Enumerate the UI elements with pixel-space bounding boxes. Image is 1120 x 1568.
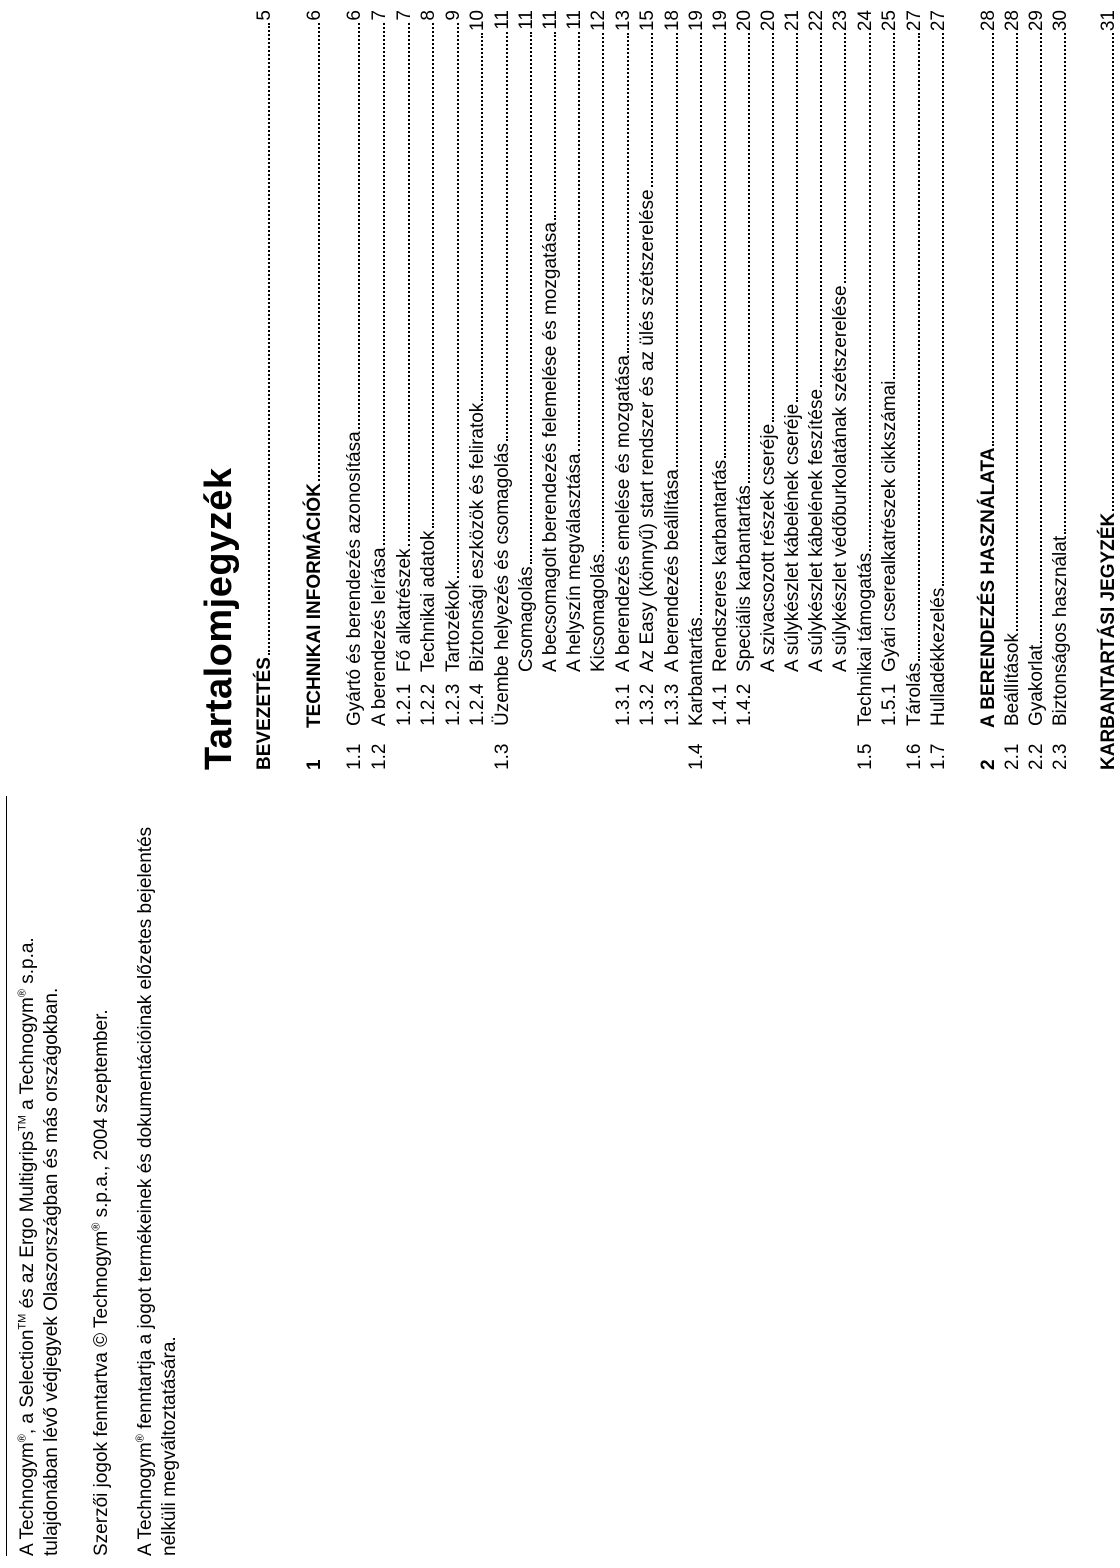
- toc-entry-title: Technikai támogatás: [855, 552, 876, 726]
- toc-entry[interactable]: [492, 10, 514, 770]
- toc-entry-page: 23: [830, 10, 851, 32]
- dot-leader: [723, 33, 726, 458]
- toc-entry-title: Csomagolás: [516, 566, 537, 672]
- toc-entry-page: 28: [978, 10, 999, 32]
- toc-entry[interactable]: [418, 10, 440, 770]
- toc-entry-page: 15: [637, 10, 658, 32]
- toc-entry[interactable]: [540, 10, 562, 770]
- legal-notices: [0, 826, 960, 1556]
- toc-entry-page: 19: [710, 10, 731, 32]
- dot-leader: [747, 33, 750, 483]
- toc-entry[interactable]: [394, 10, 416, 770]
- toc-entry-title: BEVEZETÉS: [254, 657, 275, 770]
- top-rule: [6, 796, 7, 1556]
- rights-reserved-notice: A Technogym® fenntartja a jogot termékeinek és dokumentációinak előzetes bejelentés nélküli megváltoztatására.: [134, 826, 180, 1556]
- toc-entry-title: Kicsomagolás: [588, 553, 609, 672]
- toc-entry-number: 2.1: [1002, 743, 1023, 770]
- toc-entry-title: TECHNIKAI INFORMÁCIÓK: [304, 483, 325, 728]
- toc-entry-number: 1.2.4: [467, 683, 488, 726]
- toc-entry-number: 1.2.2: [418, 683, 439, 726]
- toc-entry-page: 21: [782, 10, 803, 32]
- toc-entry-page: 7: [394, 10, 415, 21]
- dot-leader: [819, 33, 822, 387]
- dot-leader: [892, 33, 895, 378]
- toc-entry-number: 1.4: [686, 743, 707, 770]
- toc-entry-number: 1.3.1: [613, 683, 634, 726]
- toc-entry[interactable]: [879, 10, 901, 770]
- toc-entry-title: A berendezés leírása: [369, 547, 390, 726]
- toc-entry-page: 24: [855, 10, 876, 32]
- toc-entry[interactable]: [564, 10, 586, 770]
- toc-entry-title: A súlykészlet kábelének cseréje: [782, 403, 803, 672]
- toc-entry[interactable]: [686, 10, 708, 770]
- toc-entry-title: A berendezés beállítása: [662, 469, 683, 672]
- toc-entry-title: Speciális karbantartás: [734, 485, 755, 672]
- toc-entry-page: 11: [516, 10, 537, 30]
- dot-leader: [699, 33, 702, 615]
- toc-entry-page: 6: [304, 10, 325, 21]
- toc-entry[interactable]: [855, 10, 877, 770]
- toc-entry[interactable]: [830, 10, 852, 770]
- toc-entry[interactable]: [254, 10, 276, 770]
- toc-entry-title: A helyszín megválasztása: [564, 453, 585, 672]
- toc-entry-title: Karbantartás: [686, 617, 707, 726]
- toc-entry[interactable]: [1002, 10, 1024, 770]
- toc-entry-title: Beállítások: [1002, 633, 1023, 726]
- dot-leader: [675, 33, 678, 467]
- dot-leader: [795, 33, 798, 402]
- dot-leader: [1015, 33, 1018, 631]
- toc-entry-title: Az Easy (könnyű) start rendszer és az ülés szétszerelése: [637, 189, 658, 672]
- toc-entry-title: A szivacsozott részek cseréje: [758, 423, 779, 672]
- toc-entry-title: A súlykészlet védőburkolatának szétszerelése: [830, 285, 851, 672]
- toc-entry-page: 9: [443, 10, 464, 21]
- toc-entry-title: Gyártó és berendezés azonosítása: [344, 431, 365, 726]
- toc-entry[interactable]: [588, 10, 610, 770]
- toc-entry-page: 27: [928, 10, 949, 32]
- dot-leader: [357, 23, 360, 430]
- toc-entry[interactable]: [710, 10, 732, 770]
- toc-entry-number: 2: [978, 759, 999, 770]
- toc-entry-title: Tartozékok: [443, 580, 464, 672]
- toc-entry[interactable]: [443, 10, 465, 770]
- toc-entry-number: 2.3: [1050, 743, 1071, 770]
- toc-entry-page: 12: [588, 10, 609, 32]
- dot-leader: [991, 33, 994, 445]
- toc-entry[interactable]: [758, 10, 780, 770]
- dot-leader: [917, 33, 920, 661]
- toc-entry[interactable]: [344, 10, 366, 770]
- toc-entry-page: 11: [564, 10, 585, 30]
- dot-leader: [317, 23, 320, 482]
- page-title: Tartalomjegyzék: [198, 467, 240, 770]
- toc-entry-page: 8: [418, 10, 439, 21]
- toc-entry[interactable]: [782, 10, 804, 770]
- toc-entry-title: Üzembe helyezés és csomagolás: [492, 442, 513, 726]
- dot-leader: [771, 33, 774, 422]
- toc-entry[interactable]: [516, 10, 538, 770]
- toc-entry-number: 2.2: [1026, 743, 1047, 770]
- dot-leader: [1111, 33, 1114, 511]
- toc-entry-title: Hulladékkezelés: [928, 587, 949, 726]
- toc-entry-title: Gyakorlat: [1026, 644, 1047, 726]
- toc-entry-page: 27: [904, 10, 925, 32]
- toc-entry[interactable]: [806, 10, 828, 770]
- toc-entry-page: 11: [492, 10, 513, 30]
- toc-entry[interactable]: [734, 10, 756, 770]
- toc-entry[interactable]: [978, 10, 1000, 770]
- toc-entry-title: A súlykészlet kábelének feszítése: [806, 388, 827, 672]
- toc-entry-page: 10: [467, 10, 488, 32]
- toc-entry-page: 31: [1098, 10, 1119, 32]
- toc-entry[interactable]: [1098, 10, 1120, 770]
- toc-entry-number: 1: [304, 759, 325, 770]
- toc-entry-title: A becsomagolt berendezés felemelése és mozgatása: [540, 222, 561, 672]
- toc-entry-number: 1.2: [369, 743, 390, 770]
- toc-entry-page: 20: [758, 10, 779, 32]
- dot-leader: [407, 23, 410, 547]
- toc-entry-number: 1.2.1: [394, 683, 415, 726]
- dot-leader: [650, 33, 653, 187]
- toc-entry-title: Rendszeres karbantartás: [710, 459, 731, 672]
- toc-entry-title: Biztonsági eszközök és feliratok: [467, 402, 488, 672]
- trademark-notice: A Technogym®, a Selection™ és az Ergo Multigrips™ a Technogym® s.p.a. tulajdonában lévő védjegyek Olaszországban és más országokban.: [16, 937, 62, 1556]
- toc-entry[interactable]: [467, 10, 489, 770]
- toc-entry-title: A berendezés emelése és mozgatása: [613, 355, 634, 672]
- dot-leader: [529, 32, 532, 565]
- toc-entry-number: 1.1: [344, 743, 365, 770]
- dot-leader: [505, 32, 508, 441]
- toc-entry-number: 1.3.3: [662, 683, 683, 726]
- toc-entry-title: Tárolás: [904, 662, 925, 726]
- toc-entry-title: KARBANTARTÁSI JEGYZÉK: [1098, 512, 1119, 770]
- toc-entry-number: 1.7: [928, 743, 949, 770]
- toc-entry[interactable]: [662, 10, 684, 770]
- toc-entry[interactable]: [1050, 10, 1072, 770]
- toc-entry[interactable]: [928, 10, 950, 770]
- toc-entry-page: 11: [540, 10, 561, 30]
- dot-leader: [431, 23, 434, 529]
- toc-entry-page: 30: [1050, 10, 1071, 32]
- toc-entry[interactable]: [1026, 10, 1048, 770]
- toc-entry-number: 1.5: [855, 743, 876, 770]
- dot-leader: [1063, 33, 1066, 534]
- toc-entry-number: 1.6: [904, 743, 925, 770]
- toc-entry-number: 1.4.1: [710, 683, 731, 726]
- toc-entry-page: 13: [613, 10, 634, 32]
- dot-leader: [1039, 33, 1042, 643]
- toc-entry-number: 1.3: [492, 743, 513, 770]
- toc-entry-title: Fő alkatrészek: [394, 548, 415, 672]
- toc-entry[interactable]: [304, 10, 326, 770]
- toc-entry-number: 1.4.2: [734, 683, 755, 726]
- toc-entry-title: A BERENDEZÉS HASZNÁLATA: [978, 447, 999, 728]
- dot-leader: [553, 32, 556, 220]
- toc-entry-page: 25: [879, 10, 900, 32]
- dot-leader: [480, 33, 483, 401]
- dot-leader: [941, 33, 944, 586]
- toc-entry[interactable]: [613, 10, 635, 770]
- toc-entry-page: 28: [1002, 10, 1023, 32]
- dot-leader: [843, 33, 846, 283]
- toc-entry-number: 1.3.2: [637, 683, 658, 726]
- toc-entry[interactable]: [637, 10, 659, 770]
- dot-leader: [382, 23, 385, 546]
- toc-entry-title: Technikai adatok: [418, 530, 439, 672]
- toc-entry-page: 19: [686, 10, 707, 32]
- dot-leader: [577, 32, 580, 452]
- dot-leader: [601, 33, 604, 552]
- toc-entry-page: 18: [662, 10, 683, 32]
- table-of-contents: [0, 0, 1119, 778]
- toc-entry-title: Gyári cserealkatrészek cikkszámai: [879, 380, 900, 672]
- toc-entry-number: 1.5.1: [879, 683, 900, 726]
- toc-entry-page: 20: [734, 10, 755, 32]
- toc-entry-page: 22: [806, 10, 827, 32]
- toc-entry[interactable]: [369, 10, 391, 770]
- toc-entry-page: 6: [344, 10, 365, 21]
- toc-entry-number: 1.2.3: [443, 683, 464, 726]
- dot-leader: [626, 33, 629, 353]
- toc-entry-title: Biztonságos használat: [1050, 535, 1071, 726]
- dot-leader: [267, 23, 270, 655]
- toc-entry-page: 29: [1026, 10, 1047, 32]
- dot-leader: [868, 33, 871, 551]
- copyright-notice: Szerzői jogok fenntartva © Technogym® s.p.a., 2004 szeptember.: [90, 1009, 112, 1556]
- toc-entry[interactable]: [904, 10, 926, 770]
- toc-entry-page: 5: [254, 10, 275, 21]
- toc-entry-page: 7: [369, 10, 390, 21]
- dot-leader: [456, 23, 459, 579]
